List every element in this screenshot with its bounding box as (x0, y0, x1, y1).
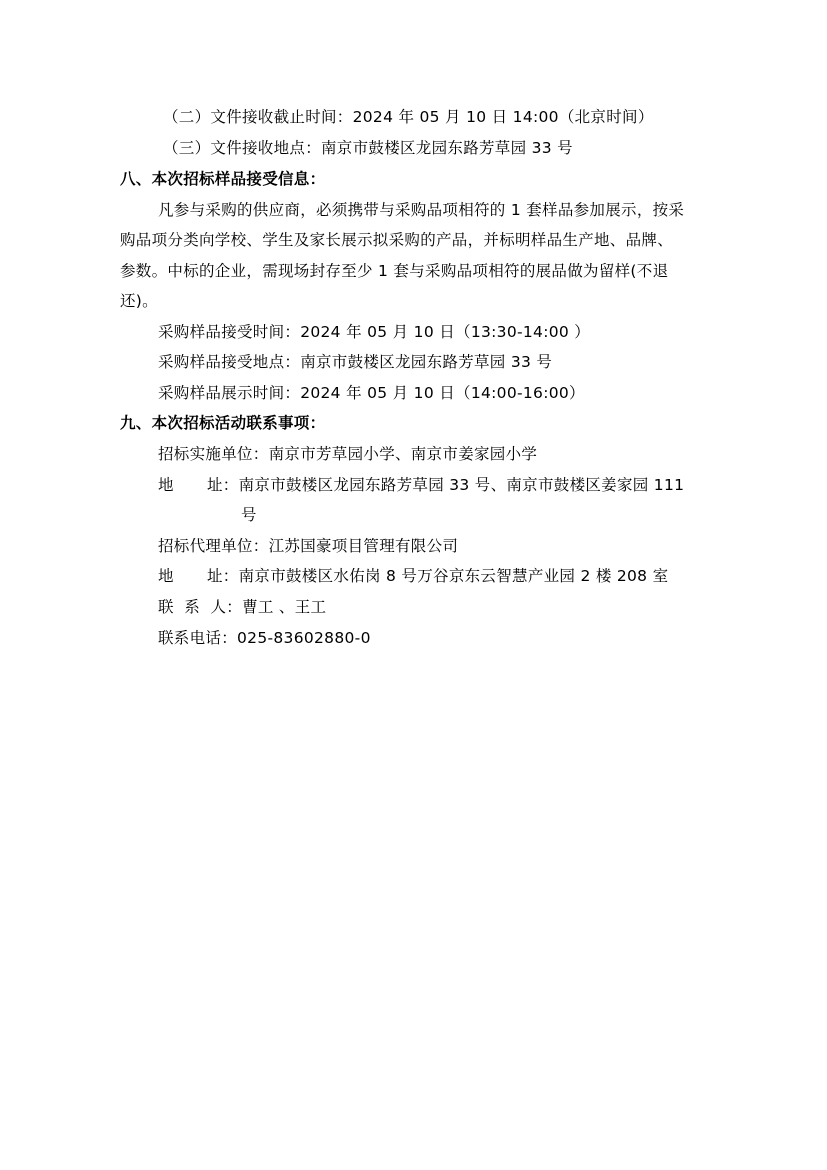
address2-label-a: 地 (158, 567, 174, 585)
address2-line: 址：南京市鼓楼区水佑岗 8 号万谷京东云智慧产业园 2 楼 208 室 (207, 567, 669, 585)
implementer-line: 招标实施单位：南京市芳草园小学、南京市姜家园小学 (158, 445, 538, 463)
address1-label-a: 地 (158, 476, 174, 494)
sample-receive-time: 采购样品接受时间：2024 年 05 月 10 日（13:30-14:00 ） (158, 323, 591, 341)
section8-paragraph-line3: 参数。中标的企业，需现场封存至少 1 套与采购品项相符的展品做为留样(不退 (120, 262, 669, 280)
phone-line: 联系电话：025-83602880-0 (158, 629, 371, 647)
section8-paragraph-line2: 购品项分类向学校、学生及家长展示拟采购的产品，并标明样品生产地、品牌、 (120, 231, 674, 249)
section8-paragraph-line1: 凡参与采购的供应商，必须携带与采购品项相符的 1 套样品参加展示，按采 (158, 201, 685, 219)
section8-paragraph-line4: 还)。 (120, 292, 158, 310)
address1-continuation: 号 (241, 506, 257, 524)
section8-heading: 八、本次招标样品接受信息： (120, 170, 326, 188)
sample-show-time: 采购样品展示时间：2024 年 05 月 10 日（14:00-16:00） (158, 384, 585, 402)
address1-line: 址：南京市鼓楼区龙园东路芳草园 33 号、南京市鼓楼区姜家园 111 (207, 476, 685, 494)
location-line: （三）文件接收地点：南京市鼓楼区龙园东路芳草园 33 号 (163, 139, 573, 157)
contact-line: 联 系 人：曹工 、王工 (158, 598, 327, 616)
agent-line: 招标代理单位：江苏国豪项目管理有限公司 (158, 537, 459, 555)
section9-heading: 九、本次招标活动联系事项： (120, 414, 326, 432)
sample-receive-place: 采购样品接受地点：南京市鼓楼区龙园东路芳草园 33 号 (158, 353, 553, 371)
deadline-line: （二）文件接收截止时间：2024 年 05 月 10 日 14:00（北京时间） (163, 108, 654, 126)
